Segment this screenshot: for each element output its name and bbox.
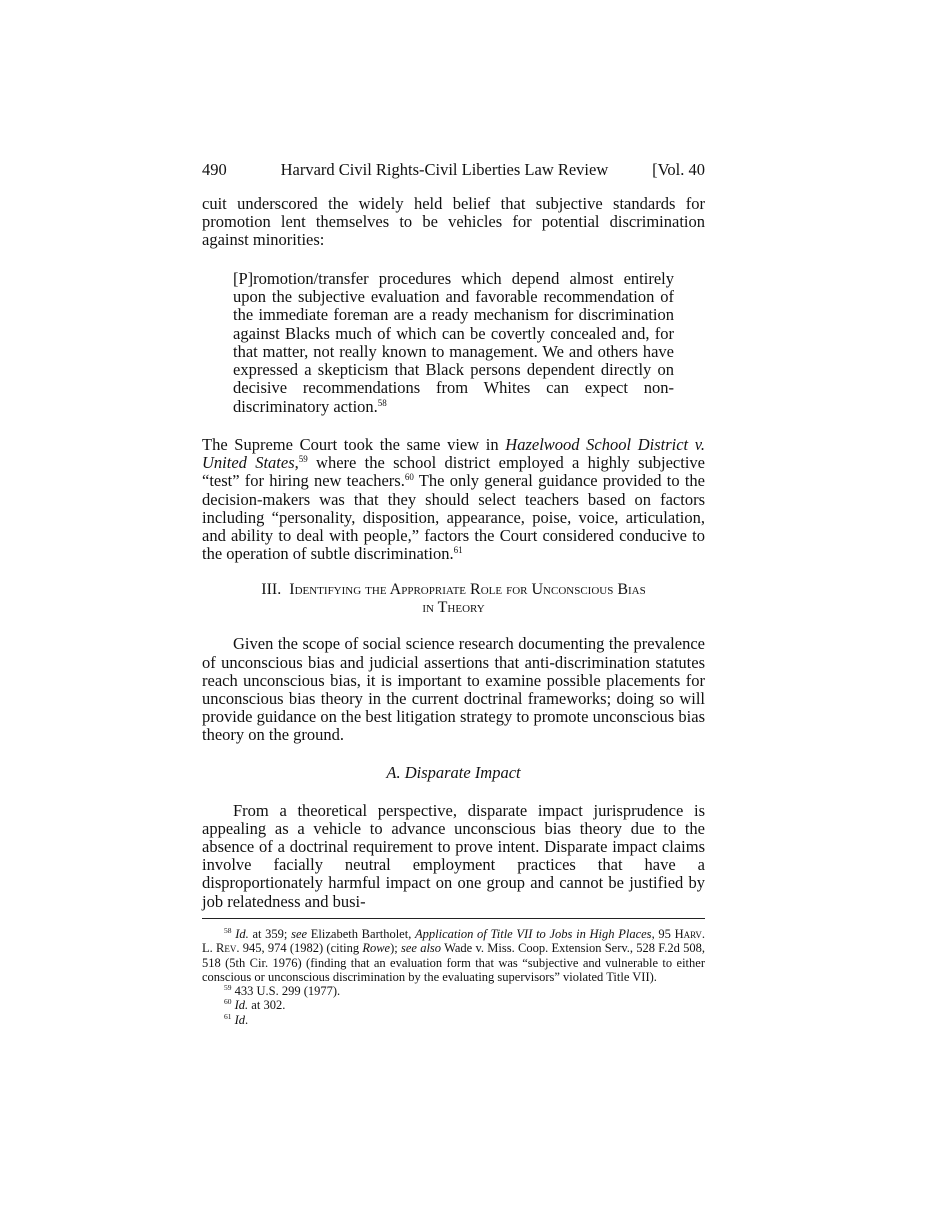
footnote-61	[202, 1013, 705, 1027]
section-title-line2: in Theory	[422, 599, 485, 617]
page-number: 490	[202, 160, 227, 179]
signal: see also	[401, 941, 442, 956]
footnote-number: 59	[224, 983, 232, 993]
footnote-59	[202, 984, 705, 998]
main-text	[202, 160, 705, 911]
footnote-text: .	[245, 1012, 249, 1027]
footnote-number: 61	[224, 1011, 232, 1021]
section-numeral: III.	[261, 581, 282, 599]
section-paragraph: Given the scope of social science research documenting the prevalence of unconscious bias and judicial assertions that anti-discrimination statutes reach unconscious bias, it is important to examine possible placements for unconscious bias theory in the current doctrinal frameworks; doing so will provide guidance on the best litigation strategy to promote unconscious bias theory on the ground.	[202, 634, 705, 745]
footnote-text: Wade v. Miss. Coop. Extension Serv., 528 F.2d 508, 518 (5th Cir. 1976) (finding that an evaluation form that was “subjective and vulnerable to either conscious or unconscious discrimination by the evaluating supervisors” violated Title VII).	[202, 941, 705, 984]
id-citation: Id.	[235, 927, 249, 941]
subsection-heading: A. Disparate Impact	[386, 762, 521, 782]
hazelwood-text-pre: The Supreme Court took the same view in	[202, 434, 506, 454]
running-head	[202, 160, 705, 180]
footnotes	[202, 918, 705, 1027]
footnote-text: );	[390, 941, 401, 956]
section-title-line1: Identifying the Appropriate Role for Unconscious Bias	[289, 581, 646, 599]
signal: see	[291, 927, 308, 941]
subsection-paragraph: From a theoretical perspective, disparate impact jurisprudence is appealing as a vehicle to advance unconscious bias theory due to the absence of a doctrinal requirement to prove intent. Disparate impact claims involve facially neutral employment practices that have a disproportionately harmful impact on one group and cannot be justified by job relatedness and busi-	[202, 800, 705, 911]
footnote-60	[202, 998, 705, 1012]
footnote-text: , 95	[651, 927, 675, 941]
footnote-text: 945, 974 (1982) (citing	[239, 941, 363, 956]
section-heading	[224, 581, 683, 617]
footnote-58	[202, 927, 705, 984]
footnote-ref-59[interactable]: 59	[298, 454, 308, 465]
footnote-text: Elizabeth Bartholet,	[307, 927, 416, 941]
id-citation: Id.	[234, 998, 249, 1013]
footnote-ref-60[interactable]: 60	[404, 472, 414, 483]
block-quote	[233, 270, 674, 416]
hazelwood-text-mid: where the school district employed a highly subjective “test” for hiring new teachers.	[202, 453, 705, 491]
journal-abbreviation: Harv. L. Rev.	[202, 927, 706, 956]
footnote-text: 433 U.S. 299 (1977).	[234, 984, 341, 999]
article-title: Application of Title VII to Jobs in High Places	[415, 927, 652, 941]
footnote-number: 58	[224, 926, 232, 935]
case-name: Hazelwood School District v. United States	[202, 434, 705, 473]
id-citation: Id	[234, 1012, 246, 1027]
block-quote-paragraph	[233, 270, 674, 416]
journal-title: Harvard Civil Rights-Civil Liberties Law Review	[280, 160, 609, 179]
footnote-ref-61[interactable]: 61	[453, 545, 463, 556]
volume-label: [Vol. 40	[652, 160, 705, 179]
footnote-ref-58[interactable]: 58	[377, 397, 387, 408]
intro-paragraph: cuit underscored the widely held belief that subjective standards for promotion lent themselves to be vehicles for potential discrimination against minorities:	[202, 194, 705, 250]
hazelwood-paragraph: The Supreme Court took the same view in Hazelwood School District v. United States,$^{59}$ where the school district employed a highly subjective “test” for hiring new teachers.$^{60}$ The only general guidance provided to the decision-makers was that they should select teachers based on factors including “personality, disposition, appearance, poise, voice, articulation, and ability to deal with people,” factors the Court considered conducive to the operation of subtle discrimination.$^{61}$	[202, 434, 706, 564]
hazelwood-text-post: The only general guidance provided to the decision-makers was that they should select teachers based on factors including “personality, disposition, appearance, poise, voice, articulation, and ability to deal with people,” factors the Court considered conducive to the operation of subtle discrimination.	[202, 471, 706, 564]
footnote-number: 60	[224, 997, 232, 1007]
case-short-name: Rowe	[362, 941, 391, 956]
footnote-text: at 359;	[248, 927, 292, 941]
footnote-divider	[202, 918, 705, 919]
footnote-text: at 302.	[248, 998, 286, 1013]
block-quote-text: [P]romotion/transfer procedures which depend almost entirely upon the subjective evaluation and favorable recommendation of the immediate foreman are a ready mechanism for discrimination against Blacks much of which can be covertly concealed and, for that matter, not really known to management. We and others have expressed a skepticism that Black persons dependent directly on decisive recommendations from Whites can expect non-discriminatory action.	[233, 268, 674, 416]
